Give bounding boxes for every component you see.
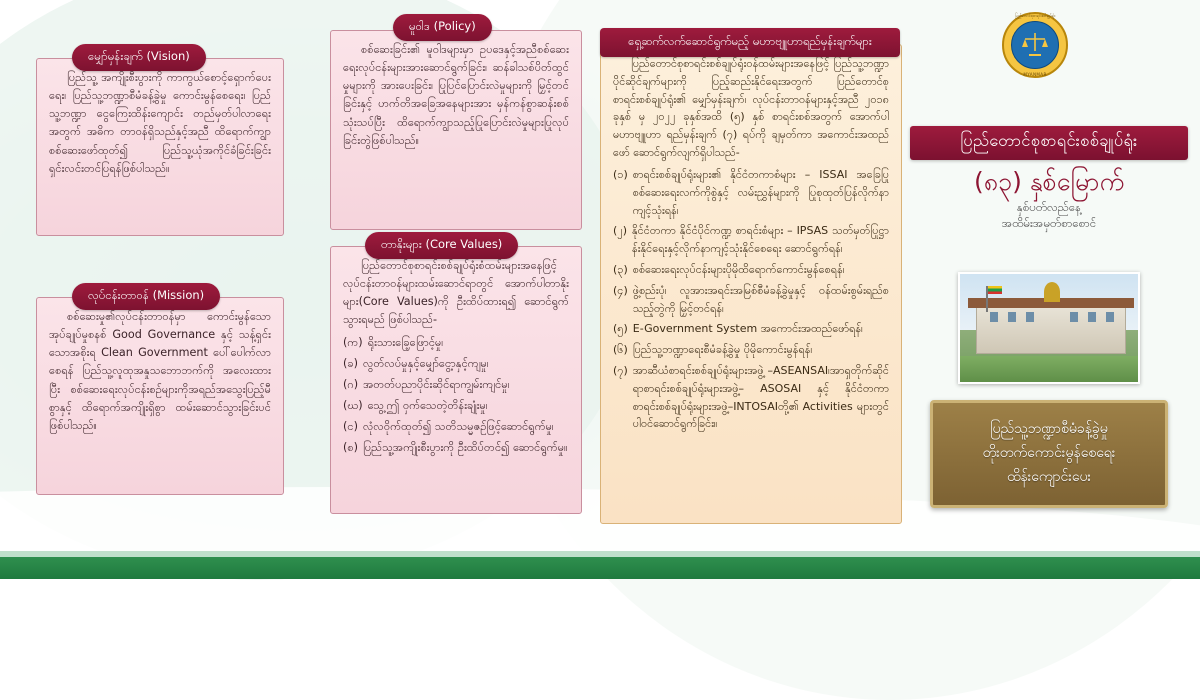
item-text: သွေ့ဤ ဝှက်သေတဲ့တိန်းချုံးမှု၊ [367,398,488,412]
list-item [613,320,889,338]
strategy-panel [600,44,902,524]
core-values-panel [330,246,582,514]
vision-header-label: မျှော်မှန်းချက် (Vision) [88,49,190,63]
item-text: အာဆီယံစာရင်းစစ်ချုပ်ရုံးများအဖွဲ့ –ASEANSAI၊အာရှတိုက်ဆိုင်ရာစာရင်းစစ်ချုပ်ရုံးများအဖွဲ့– ASOSAI နှင့် နိုင်ငံတကာစာရင်းစစ်ချုပ်ရုံးများအဖွဲ့–INTOSAIတို့၏ Activities များတွင် ပါဝင်ဆောင်ရွက်ခြင်း။ [632,364,889,431]
list-item [343,334,569,352]
core-values-intro: ပြည်တောင်စုစာရင်းစစ်ချုပ်ရုံးစံထမ်းများအနေဖြင့် လုပ်ငန်းတာဝန်များထမ်းဆောင်ရာတွင် အောက်ပါတာနိုးများ(Core Values)ကို ဦးထိပ်ထားရ၍ ဆောင်ရွက်သွားရမည် ဖြစ်ပါသည်- [343,259,569,327]
list-item [343,439,569,457]
seal-inner [1011,21,1059,69]
vision-header [72,44,206,71]
list-item [343,397,569,415]
policy-panel [330,30,582,230]
item-text: ပြည်သူ့အကျိုးစီးပွားကို ဦးထိပ်တင်၍ ဆောင်ရွက်မှု။ [363,441,568,455]
slogan-text [983,418,1116,489]
strategy-intro: ပြည်တောင်စုစာရင်းစစ်ချုပ်ရုံးဝန်ထမ်းများအနေဖြင့် ပြည်သူ့ဘဏ္ဍာပိုင်ဆိုင်ချက်များကို ပြည့်ဆည်းနိုင်ရေးအတွက် ပြည်တောင်စုစာရင်းစစ်ချုပ်ရုံး၏ မျှော်မှန်းချက်၊ လုပ်ငန်းတာဝန်များနှင့်အညီ ၂၀၁၈ ခုနှစ် မှ ၂၀၂၂ ခုနှစ်အထိ (၅) နှစ် စာရင်းစစ်အတွက် အောက်ပါမဟာဗျူဟာ ရည်မှန်းချက် (၇) ရပ်ကို ချမှတ်ကာ အကောင်းအထည်ဖော် ဆောင်ရွက်လျက်ရှိပါသည်- [613,57,889,160]
policy-header-label: မူဝါဒ (Policy) [409,19,476,33]
core-values-header [365,232,518,259]
mission-header [72,283,220,310]
item-number: (၃) [613,262,628,276]
background-green-band [0,557,1200,579]
list-item [343,418,569,436]
item-text: E-Government System အကောင်းအထည်ဖော်ရန်၊ [632,322,863,336]
list-item [613,261,889,279]
item-text: ပြည်သူ့ဘဏ္ဍာရေးစီမံခန့်ခွဲမှု ပိုမိုကောင်းမွန်ရန်၊ [632,343,813,357]
anniversary-subtitle-2: အထိမ်းအမှတ်စာစောင် [1001,216,1097,230]
vision-panel [36,58,284,236]
list-item [613,166,889,219]
item-text: စာရင်းစစ်ချုပ်ရုံးများ၏ နိုင်ငံတကာစံများ – ISSAI အခြေပြုစစ်ဆေးရေးလက်ကိုစွဲနှင့် လမ်းညွှန်များကို ပြုစုထုတ်ပြန်လိုက်နာကျင့်သုံးရန်၊ [632,167,889,217]
list-item [613,282,889,318]
mission-header-label: လုပ်ငန်းတာဝန် (Mission) [88,288,205,302]
list-item [343,355,569,373]
mission-body: စစ်ဆေးမှု၏လုပ်ငန်းတာဝန်မှာ ကောင်းမွန်သောအုပ်ချုပ်မှုစနစ် Good Governance နှင့် သန့်ရှင်းသောအစိုးရ Clean Government ပေါ်ပေါက်လာစေရန် ပြည်သူ့လူထုအနှုသဘောဘက်ကို အလေးထားပြီး စစ်ဆေးရေးလုပ်ငန်းစဉ်များကိုအရည်အသွေးပြည့်မီစွာနှင့် ထိရောက်အကျိုးရှိစွာ ထမ်းဆောင်သွားခြင်းပင်ဖြစ်ပါသည်။ [49,310,271,432]
anniversary-subtitle-1: နှစ်ပတ်လည်နေ့ [1016,200,1082,214]
item-number: (၆) [613,343,628,357]
item-number: (၁) [613,167,628,181]
mission-panel [36,297,284,495]
photo-lawn [960,356,1138,382]
office-building-photo [958,272,1140,384]
photo-window [1008,312,1016,322]
item-number: (င) [343,420,358,434]
photo-building [976,304,1126,354]
slogan-plaque [930,400,1168,508]
list-item [613,341,889,359]
page-title-label: ပြည်တောင်စုစာရင်းစစ်ချုပ်ရုံး [960,131,1138,150]
item-number: (စ) [343,441,359,455]
item-text: ဖွဲ့စည်းပုံ၊ လူအားအရင်းအမြစ်စီမံခန့်ခွဲမှုနှင့် ဝန်ထမ်းစွမ်းရည်စသည့်တွဲကို မြှင့်တင်ရန်၊ [632,283,889,315]
item-text: နိုင်ငံတကာ နိုင်ငံပိုင်ကဏ္ဍ စာရင်းစံများ – IPSAS သတ်မှတ်ပြုဋ္ဌာန်းနိုင်ရေးနှင့်လိုက်နာကျင့်သုံးနိုင်စေရေး ဆောင်ရွက်ရန်၊ [632,224,889,256]
slogan-line-3: ထိန်းကျောင်းပေး [1006,468,1092,485]
policy-body: စစ်ဆေးခြင်း၏ မူဝါဒများမှာ ဥပဒေနှင့်အညီစစ်ဆေးရေးလုပ်ငန်းများအားဆောင်ရွက်ခြင်း၊ ဆန်ခါသစ်ပိတ်ထွင်မှုများကို အားပေးခြင်း၊ ပြုပြင်ပြောင်းလဲမှုများကို မြှင့်တင်ခြင်းနှင့် ဟက်တိအခြေအနေများအား မှန်ကန်စွာဆန်းစစ်သုံးသပ်ပြီး ထိရောက်ကျွာသည့်ပြုပြောင်းလဲမှုများပြုလုပ်ခြင်းတွဲဖြစ်ပါသည်။ [343,43,569,147]
item-text: လွတ်လပ်မှုနှင့်မျှော်ငွေ့ာနှင့်ကျမှု၊ [363,356,489,370]
policy-header [393,14,492,41]
vision-body: ပြည်သူ့ အကျိုးစီးပွားကို ကာကွယ်စောင့်ရှောက်ပေးရေး၊ ပြည်သူ့ဘဏ္ဍာစီမံခန့်ခွဲမှု ကောင်းမွန်စေရေး၊ ပြည်သူ့ဘဏ္ဍာ ငွေကြေးထိန်းကျောင်း တည်မှတ်ပါလာရေးအတွက် အဓိက တာဝန်ရှိသည်နှင့်အညီ ထိရောက်ကျွာ စစ်ဆေးဖော်ထုတ်၍ ပြည်သူ့ယုံအကိုင်ခံခြင်းခြင်း ရှင်းလင်းတင်ပြရန်ဖြစ်ပါသည်။ [49,71,271,175]
seal-bottom-text: MYANMAR [1023,72,1047,77]
item-number: (၇) [613,364,628,377]
core-values-list [343,334,569,458]
item-number: (၅) [613,322,628,336]
item-number: (၂) [613,224,627,238]
state-auditor-seal-icon [1002,12,1068,78]
photo-window [1106,312,1114,322]
list-item [613,222,889,258]
item-number: (၄) [613,283,628,297]
item-text: အတတ်ပညာပိုင်းဆိုင်ရာကျွမ်းကျင်မှု၊ [363,377,510,391]
strategy-header [600,28,900,57]
slogan-line-1: ပြည်သူ့ဘဏ္ဍာစီမံခန့်ခွဲမှု [990,421,1108,438]
photo-window [990,312,998,322]
item-text: စစ်ဆေးရေးလုပ်ငန်းများပိုမိုထိရောက်ကောင်းမွန်စေရန်၊ [632,262,845,276]
photo-dome [1044,282,1060,302]
strategy-list [613,166,889,433]
item-text: လုံလဝိုက်ထုတ်၍ သတိသမ္မဇဉ်ဖြင့်ဆောင်ရွက်မှု၊ [362,420,554,434]
list-item [613,362,889,433]
item-number: (ဂ) [343,377,359,391]
page-title [910,126,1188,160]
item-text: ရိုးသားခြေ့ဖြောင့်မှု၊ [367,335,444,349]
core-values-header-label: တာနိုးများ (Core Values) [381,237,503,251]
item-number: (ဃ) [343,398,363,412]
list-item [343,376,569,394]
item-number: (က) [343,335,363,349]
strategy-header-label: ရှေ့ဆက်လက်ဆောင်ရွက်မည့် မဟာဗျူဟာရည်မှန်းချက်များ [628,34,872,48]
photo-window [1088,312,1096,322]
slogan-line-2: တိုးတက်ကောင်းမွန်စေရေး [982,445,1116,462]
photo-window [1070,312,1078,322]
item-number: (ခ) [343,356,359,370]
photo-window [1026,312,1034,322]
seal-top-text: ပြည်တောင်စုစာရင်းစစ်ချုပ်ရုံး [1015,13,1055,18]
photo-flag [988,286,1002,294]
anniversary-heading: (၈၃) နှစ်မြောက် [973,167,1125,196]
